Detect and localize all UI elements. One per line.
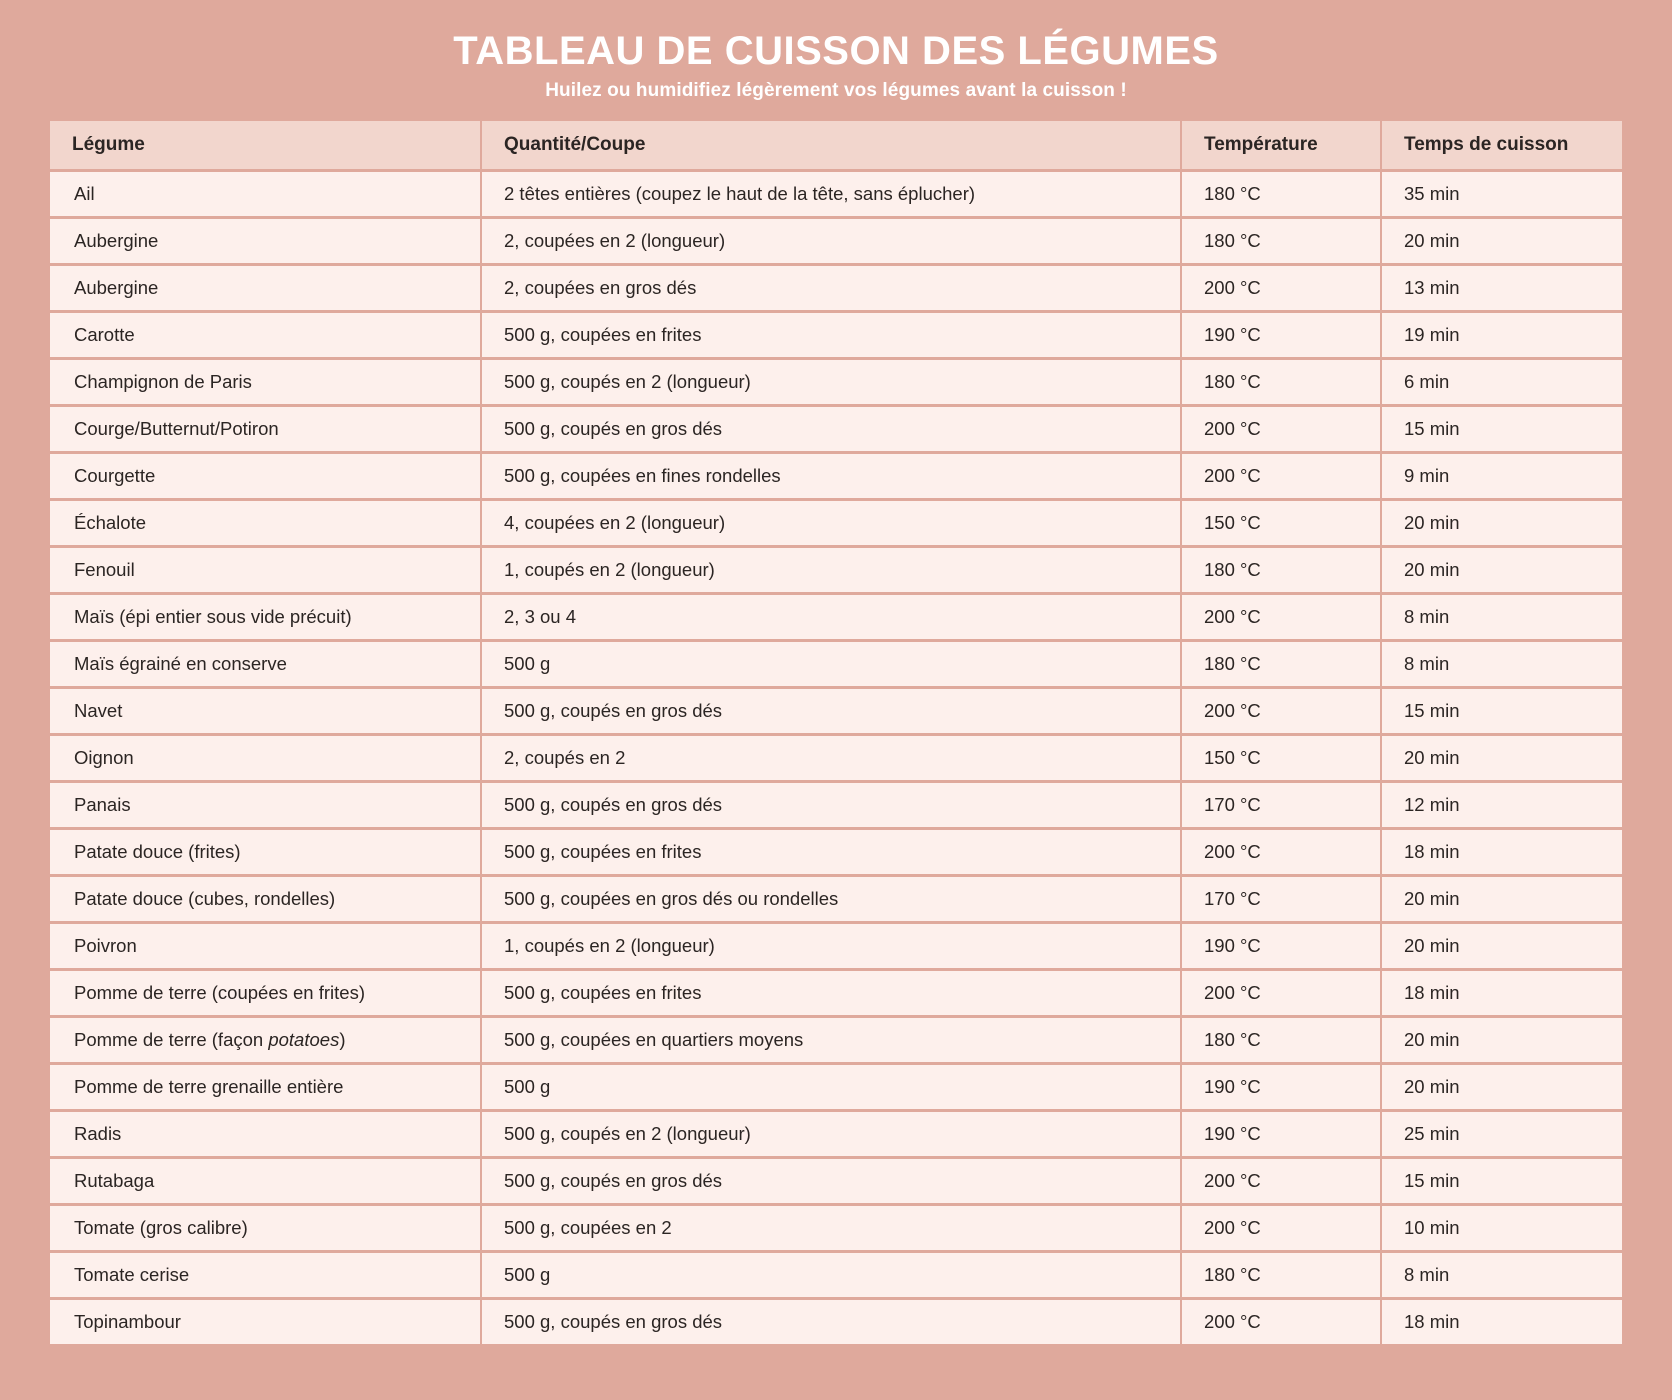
cell-vegetable: Pomme de terre (façon potatoes) — [50, 1018, 480, 1062]
column-header-temperature: Température — [1180, 121, 1380, 169]
cell-quantity-cut: 500 g, coupées en gros dés ou rondelles — [480, 877, 1180, 921]
table-row — [50, 830, 1622, 874]
cell-quantity-cut: 500 g, coupées en fines rondelles — [480, 454, 1180, 498]
cell-vegetable: Radis — [50, 1112, 480, 1156]
table-row — [50, 1300, 1622, 1344]
cell-temperature: 150 °C — [1180, 501, 1380, 545]
cell-quantity-cut: 500 g, coupés en gros dés — [480, 689, 1180, 733]
cell-vegetable: Rutabaga — [50, 1159, 480, 1203]
cell-vegetable: Navet — [50, 689, 480, 733]
cell-temperature: 190 °C — [1180, 1065, 1380, 1109]
table-row — [50, 1065, 1622, 1109]
cell-cooking-time: 18 min — [1380, 830, 1622, 874]
cell-cooking-time: 10 min — [1380, 1206, 1622, 1250]
cell-temperature: 190 °C — [1180, 313, 1380, 357]
cell-vegetable: Courgette — [50, 454, 480, 498]
cell-vegetable: Champignon de Paris — [50, 360, 480, 404]
table-row — [50, 219, 1622, 263]
cell-vegetable: Panais — [50, 783, 480, 827]
cell-cooking-time: 20 min — [1380, 501, 1622, 545]
cell-cooking-time: 13 min — [1380, 266, 1622, 310]
cell-vegetable: Patate douce (cubes, rondelles) — [50, 877, 480, 921]
cell-temperature: 180 °C — [1180, 219, 1380, 263]
cell-quantity-cut: 500 g — [480, 642, 1180, 686]
cell-vegetable: Fenouil — [50, 548, 480, 592]
cell-quantity-cut: 500 g, coupés en gros dés — [480, 783, 1180, 827]
cell-temperature: 150 °C — [1180, 736, 1380, 780]
cell-temperature: 200 °C — [1180, 1206, 1380, 1250]
table-row — [50, 454, 1622, 498]
cell-cooking-time: 8 min — [1380, 1253, 1622, 1297]
table-row — [50, 360, 1622, 404]
column-header-cooking-time: Temps de cuisson — [1380, 121, 1622, 169]
cell-cooking-time: 18 min — [1380, 971, 1622, 1015]
table-row — [50, 736, 1622, 780]
cell-temperature: 180 °C — [1180, 548, 1380, 592]
cell-temperature: 200 °C — [1180, 454, 1380, 498]
cell-quantity-cut: 2, 3 ou 4 — [480, 595, 1180, 639]
table-header-row — [50, 121, 1622, 169]
cell-cooking-time: 20 min — [1380, 1065, 1622, 1109]
table-row — [50, 501, 1622, 545]
cell-quantity-cut: 2, coupés en 2 — [480, 736, 1180, 780]
cell-vegetable: Tomate cerise — [50, 1253, 480, 1297]
cell-cooking-time: 20 min — [1380, 548, 1622, 592]
cell-quantity-cut: 2 têtes entières (coupez le haut de la tête, sans éplucher) — [480, 172, 1180, 216]
cell-temperature: 200 °C — [1180, 1300, 1380, 1344]
cell-cooking-time: 20 min — [1380, 877, 1622, 921]
cell-cooking-time: 25 min — [1380, 1112, 1622, 1156]
cell-quantity-cut: 500 g, coupés en gros dés — [480, 1300, 1180, 1344]
cell-temperature: 170 °C — [1180, 783, 1380, 827]
cell-temperature: 200 °C — [1180, 689, 1380, 733]
cell-temperature: 200 °C — [1180, 595, 1380, 639]
cell-temperature: 180 °C — [1180, 172, 1380, 216]
table-row — [50, 924, 1622, 968]
cell-quantity-cut: 500 g — [480, 1253, 1180, 1297]
cell-cooking-time: 20 min — [1380, 219, 1622, 263]
table-head — [50, 121, 1622, 169]
cell-quantity-cut: 2, coupées en 2 (longueur) — [480, 219, 1180, 263]
cell-vegetable: Poivron — [50, 924, 480, 968]
cell-vegetable: Pomme de terre grenaille entière — [50, 1065, 480, 1109]
cell-cooking-time: 20 min — [1380, 736, 1622, 780]
cell-vegetable: Courge/Butternut/Potiron — [50, 407, 480, 451]
table-row — [50, 1018, 1622, 1062]
cell-vegetable: Maïs (épi entier sous vide précuit) — [50, 595, 480, 639]
cell-quantity-cut: 500 g, coupés en 2 (longueur) — [480, 1112, 1180, 1156]
cell-vegetable: Carotte — [50, 313, 480, 357]
table-row — [50, 877, 1622, 921]
table-row — [50, 266, 1622, 310]
cell-cooking-time: 9 min — [1380, 454, 1622, 498]
table-row — [50, 1159, 1622, 1203]
column-header-quantity-cut: Quantité/Coupe — [480, 121, 1180, 169]
cell-quantity-cut: 1, coupés en 2 (longueur) — [480, 548, 1180, 592]
cell-quantity-cut: 500 g, coupés en gros dés — [480, 407, 1180, 451]
cell-quantity-cut: 4, coupées en 2 (longueur) — [480, 501, 1180, 545]
page-subtitle: Huilez ou humidifiez légèrement vos légumes avant la cuisson ! — [545, 80, 1127, 101]
cell-cooking-time: 15 min — [1380, 1159, 1622, 1203]
table-row — [50, 783, 1622, 827]
page-header — [50, 28, 1622, 102]
cell-quantity-cut: 500 g — [480, 1065, 1180, 1109]
table-row — [50, 1112, 1622, 1156]
table-row — [50, 595, 1622, 639]
cell-vegetable: Maïs égrainé en conserve — [50, 642, 480, 686]
cell-cooking-time: 19 min — [1380, 313, 1622, 357]
cell-vegetable: Aubergine — [50, 219, 480, 263]
cell-cooking-time: 15 min — [1380, 689, 1622, 733]
table-row — [50, 642, 1622, 686]
cell-cooking-time: 8 min — [1380, 595, 1622, 639]
cell-cooking-time: 20 min — [1380, 1018, 1622, 1062]
cell-quantity-cut: 500 g, coupées en 2 — [480, 1206, 1180, 1250]
cell-temperature: 190 °C — [1180, 1112, 1380, 1156]
table-row — [50, 1253, 1622, 1297]
cell-temperature: 200 °C — [1180, 971, 1380, 1015]
cell-cooking-time: 6 min — [1380, 360, 1622, 404]
table-body — [50, 172, 1622, 1344]
cell-temperature: 190 °C — [1180, 924, 1380, 968]
cell-temperature: 200 °C — [1180, 830, 1380, 874]
cell-cooking-time: 12 min — [1380, 783, 1622, 827]
cell-vegetable: Aubergine — [50, 266, 480, 310]
cell-quantity-cut: 500 g, coupés en 2 (longueur) — [480, 360, 1180, 404]
cell-quantity-cut: 500 g, coupées en frites — [480, 971, 1180, 1015]
cell-temperature: 200 °C — [1180, 407, 1380, 451]
page-title: TABLEAU DE CUISSON DES LÉGUMES — [453, 29, 1219, 73]
cell-quantity-cut: 500 g, coupées en frites — [480, 313, 1180, 357]
cell-quantity-cut: 2, coupées en gros dés — [480, 266, 1180, 310]
cell-vegetable: Échalote — [50, 501, 480, 545]
cell-temperature: 180 °C — [1180, 1253, 1380, 1297]
cell-quantity-cut: 500 g, coupées en quartiers moyens — [480, 1018, 1180, 1062]
table-row — [50, 1206, 1622, 1250]
cell-temperature: 170 °C — [1180, 877, 1380, 921]
table-row — [50, 971, 1622, 1015]
vegetable-cooking-table — [50, 118, 1622, 1347]
cooking-table-container — [50, 118, 1622, 1347]
cell-cooking-time: 20 min — [1380, 924, 1622, 968]
table-row — [50, 172, 1622, 216]
table-row — [50, 313, 1622, 357]
table-row — [50, 548, 1622, 592]
cell-temperature: 180 °C — [1180, 1018, 1380, 1062]
cell-temperature: 180 °C — [1180, 642, 1380, 686]
cell-cooking-time: 8 min — [1380, 642, 1622, 686]
cell-temperature: 180 °C — [1180, 360, 1380, 404]
cell-vegetable: Patate douce (frites) — [50, 830, 480, 874]
cell-temperature: 200 °C — [1180, 266, 1380, 310]
cell-vegetable: Oignon — [50, 736, 480, 780]
cell-vegetable: Pomme de terre (coupées en frites) — [50, 971, 480, 1015]
cell-vegetable: Topinambour — [50, 1300, 480, 1344]
table-row — [50, 689, 1622, 733]
cell-quantity-cut: 500 g, coupés en gros dés — [480, 1159, 1180, 1203]
cell-vegetable: Tomate (gros calibre) — [50, 1206, 480, 1250]
cell-cooking-time: 18 min — [1380, 1300, 1622, 1344]
column-header-vegetable: Légume — [50, 121, 480, 169]
cell-cooking-time: 35 min — [1380, 172, 1622, 216]
table-row — [50, 407, 1622, 451]
cell-temperature: 200 °C — [1180, 1159, 1380, 1203]
cell-vegetable: Ail — [50, 172, 480, 216]
cell-cooking-time: 15 min — [1380, 407, 1622, 451]
cell-quantity-cut: 1, coupés en 2 (longueur) — [480, 924, 1180, 968]
cell-quantity-cut: 500 g, coupées en frites — [480, 830, 1180, 874]
